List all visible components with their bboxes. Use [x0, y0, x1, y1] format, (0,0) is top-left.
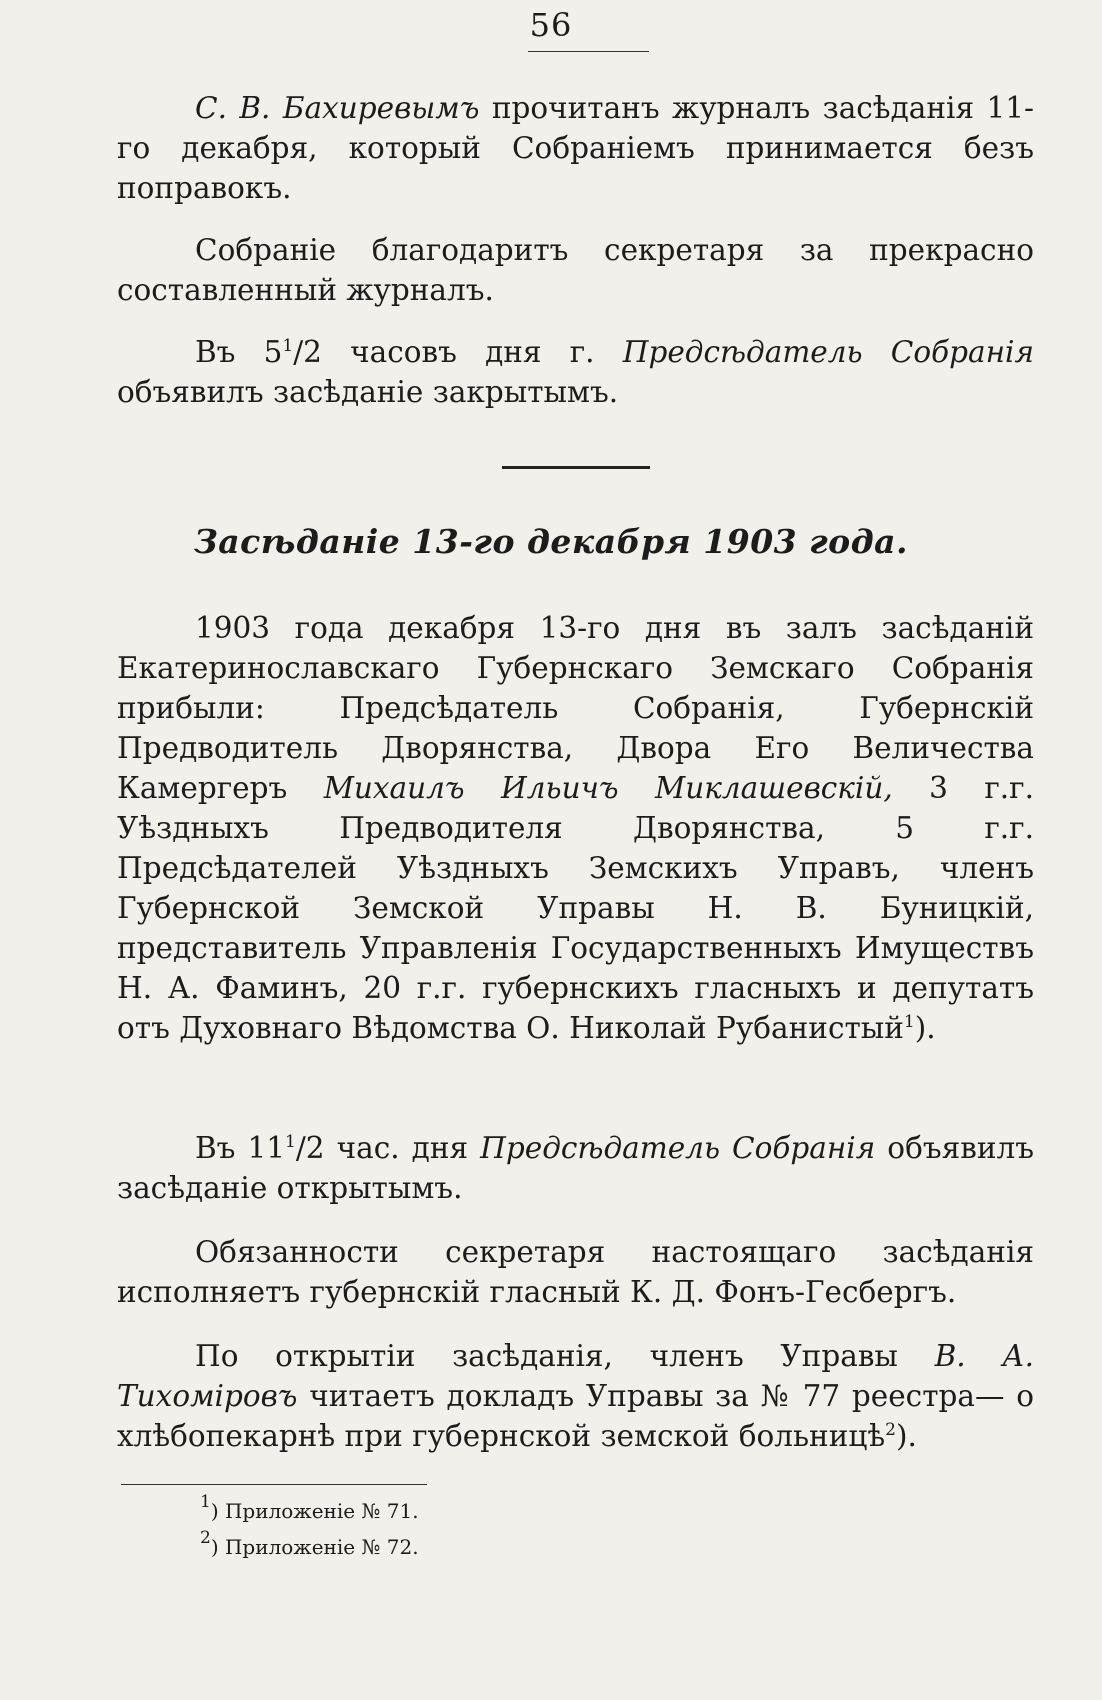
- paragraph-text: Въ 5: [195, 335, 283, 369]
- footnote-text: ) Приложеніе № 71.: [210, 1499, 419, 1523]
- page-number: 56: [529, 6, 573, 44]
- person-name: Михаилъ Ильичъ Миклашевскій,: [323, 771, 893, 805]
- paragraph-text: Обязанности секретаря настоящаго засѣданія исполняетъ губернскій гласный К. Д. Фонъ-Гесбергъ.: [117, 1235, 1034, 1309]
- paragraph-text: прочитанъ журналъ засѣданія 11-го декабря, который Собраніемъ принимается безъ поправокъ.: [117, 91, 1034, 205]
- fraction-numerator: 1: [285, 1132, 296, 1152]
- paragraph-text: час. дня: [324, 1131, 481, 1165]
- paragraph-session-closed: [117, 332, 1034, 412]
- paragraph-text: По открытіи засѣданія, членъ Управы: [195, 1339, 935, 1373]
- footnote-1: [200, 1492, 419, 1524]
- paragraph-journal-read: [117, 88, 1034, 208]
- paragraph-text: часовъ дня г.: [321, 335, 623, 369]
- paragraph-text: объявилъ засѣданіе открытымъ.: [117, 1131, 1034, 1205]
- footnote-divider: [121, 1484, 427, 1485]
- footnote-2: [200, 1528, 419, 1560]
- role-title: Предсѣдатель Собранія: [480, 1131, 876, 1165]
- section-heading: Засѣданіе 13-го декабря 1903 года.: [193, 522, 909, 561]
- person-name: В. А. Тихоміровъ: [117, 1339, 1034, 1413]
- footnote-ref-1: 1: [903, 1012, 915, 1032]
- footnote-mark: 1: [200, 1492, 211, 1512]
- paragraph-text: 1903 года декабря 13-го дня въ залъ засѣданій Екатеринославскаго Губернскаго Земскаго Собранія прибыли: Предсѣдатель Собранія, Губернскій Предводитель Дворянства, Двора Его Величества Камергеръ: [117, 611, 1034, 805]
- footnote-text: ) Приложеніе № 72.: [210, 1535, 419, 1559]
- section-divider: [502, 466, 650, 469]
- page-number-rule: [528, 51, 649, 52]
- paragraph-text: ).: [914, 1011, 936, 1045]
- person-name: С. В. Бахиревымъ: [195, 91, 480, 125]
- paragraph-text: Въ 11: [195, 1131, 286, 1165]
- paragraph-text: 3 г.г. Уѣздныхъ Предводителя Дворянства, 5 г.г. Предсѣдателей Уѣздныхъ Земскихъ Управъ, членъ Губернской Земской Управы Н. В. Буницкій, представитель Управленія Государственныхъ Имуществъ Н. А. Фаминъ, 20 г.г. губернскихъ гласныхъ и депутатъ отъ Духовнаго Вѣдомства О. Николай Рубанистый: [117, 771, 1034, 1045]
- fraction-numerator: 1: [282, 336, 294, 356]
- paragraph-report: [117, 1336, 1034, 1456]
- paragraph-text: Собраніе благодаритъ секретаря за прекрасно составленный журналъ.: [117, 233, 1034, 307]
- paragraph-attendees: [117, 608, 1034, 1048]
- paragraph-thanks-secretary: [117, 230, 1034, 310]
- role-title: Предсѣдатель Собранія: [622, 335, 1035, 369]
- paragraph-text: объявилъ засѣданіе закрытымъ.: [117, 375, 619, 409]
- footnote-mark: 2: [200, 1528, 211, 1548]
- paragraph-text: читаетъ докладъ Управы за № 77 реестра— о хлѣбопекарнѣ при губернской земской больницѣ: [117, 1379, 1034, 1453]
- footnote-ref-2: 2: [885, 1420, 896, 1440]
- paragraph-secretary-duties: [117, 1232, 1034, 1312]
- fraction-denominator: /2: [293, 335, 322, 369]
- paragraph-text: ).: [895, 1419, 917, 1453]
- paragraph-session-opened: [117, 1128, 1034, 1208]
- fraction-denominator: /2: [295, 1131, 325, 1165]
